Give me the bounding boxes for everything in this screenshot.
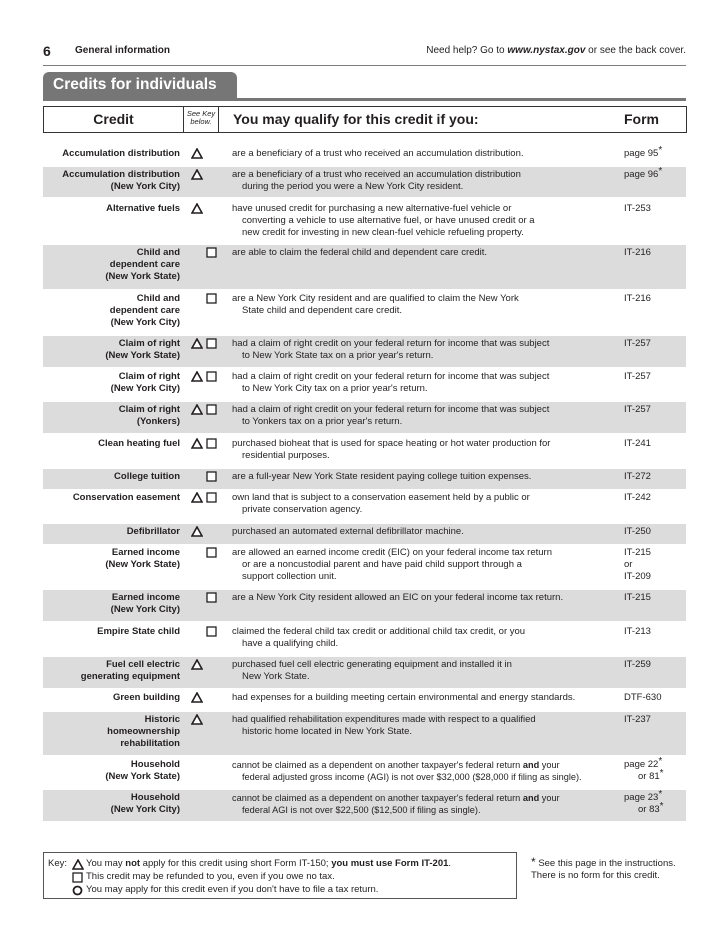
credit-keys — [191, 592, 223, 604]
column-credit: Credit — [93, 111, 134, 127]
credit-name: Alternative fuels — [106, 203, 180, 214]
credit-keys — [191, 759, 223, 771]
credit-keys — [191, 547, 223, 559]
credit-keys — [191, 659, 223, 671]
credit-name: Child and dependent care (New York City) — [109, 293, 180, 328]
circle-icon — [72, 885, 83, 896]
square-icon — [72, 872, 83, 883]
credit-keys — [191, 338, 223, 350]
table-row — [43, 436, 686, 467]
qualify-text: cannot be claimed as a dependent on another taxpayer's federal return and your federal adjusted gross income (AGI) is not over $32,000 ($28,000 if filing as single). — [232, 760, 582, 782]
help-text: Need help? Go to www.nystax.gov or see the back cover. — [426, 45, 686, 56]
credit-name: Empire State child — [97, 626, 180, 637]
page-number: 6 — [43, 43, 51, 59]
triangle-icon — [191, 148, 203, 159]
credit-name: Household (New York City) — [110, 792, 180, 815]
form-ref: IT-253 — [624, 203, 651, 214]
credit-name: Earned income (New York State) — [105, 547, 180, 570]
square-icon — [206, 438, 217, 449]
qualify-text: claimed the federal child tax credit or additional child tax credit, or you have a qualifying child. — [232, 626, 526, 649]
qualify-text: are allowed an earned income credit (EIC) on your federal income tax return or are a noncustodial parent and have paid child support through a support collection unit. — [232, 547, 552, 582]
qualify-text: had expenses for a building meeting certain environmental and energy standards. — [232, 692, 576, 703]
triangle-icon — [191, 404, 203, 415]
table-row — [43, 757, 686, 788]
form-ref: IT-259 — [624, 659, 651, 670]
table-row — [43, 712, 686, 755]
key-triangle-text: You may not apply for this credit using short Form IT-150; you must use Form IT-201. — [86, 858, 452, 869]
column-qualify: You may qualify for this credit if you: — [233, 111, 479, 127]
footnote-star: * — [531, 855, 536, 869]
key-square-text: This credit may be refunded to you, even if you owe no tax. — [86, 871, 335, 882]
credit-name: Accumulation distribution — [62, 148, 180, 159]
credit-name: Historic homeownership rehabilitation — [107, 714, 180, 749]
triangle-icon — [191, 203, 203, 214]
page-header — [43, 43, 686, 59]
form-ref: page 96* — [624, 166, 663, 180]
credit-keys — [191, 203, 223, 215]
table-row — [43, 490, 686, 522]
banner-rule — [43, 98, 686, 101]
square-icon — [206, 492, 217, 503]
qualify-text: purchased an automated external defibrillator machine. — [232, 526, 464, 537]
qualify-text: had a claim of right credit on your federal return for income that was subject to Yonkers tax on a prior year's return. — [232, 404, 550, 427]
table-row — [43, 624, 686, 655]
form-ref: IT-257 — [624, 404, 651, 415]
form-ref: page 95* — [624, 145, 663, 159]
credit-name: Fuel cell electric generating equipment — [80, 659, 180, 682]
triangle-icon — [191, 526, 203, 537]
qualify-text: had a claim of right credit on your federal return for income that was subject to New York State tax on a prior year's return. — [232, 338, 550, 361]
qualify-text: had qualified rehabilitation expenditures made with respect to a qualified historic home located in New York State. — [232, 714, 536, 737]
credit-keys — [191, 404, 223, 416]
form-ref: IT-241 — [624, 438, 651, 449]
credit-keys — [191, 526, 223, 538]
credit-name: Earned income (New York City) — [110, 592, 180, 615]
square-icon — [206, 293, 217, 304]
form-ref: IT-213 — [624, 626, 651, 637]
square-icon — [206, 247, 217, 258]
credit-keys — [191, 692, 223, 704]
qualify-text: purchased fuel cell electric generating equipment and installed it in New York State. — [232, 659, 512, 682]
credit-keys — [191, 169, 223, 181]
form-ref: IT-216 — [624, 247, 651, 258]
credit-name: Household (New York State) — [105, 759, 180, 782]
table-row — [43, 524, 686, 544]
triangle-icon — [72, 859, 84, 870]
triangle-icon — [191, 338, 203, 349]
credit-name: Claim of right (Yonkers) — [118, 404, 180, 427]
table-row — [43, 790, 686, 821]
qualify-text: are a New York City resident allowed an EIC on your federal income tax return. — [232, 592, 564, 603]
form-ref: IT-237 — [624, 714, 651, 725]
form-ref: IT-242 — [624, 492, 651, 503]
form-ref: IT-215 — [624, 592, 651, 603]
triangle-icon — [191, 714, 203, 725]
qualify-text: are a beneficiary of a trust who received an accumulation distribution. — [232, 148, 524, 159]
qualify-text: had a claim of right credit on your federal return for income that was subject to New York City tax on a prior year's return. — [232, 371, 550, 394]
credit-keys — [191, 148, 223, 160]
section-title: General information — [75, 45, 171, 56]
key-circle-text: You may apply for this credit even if you don't have to file a tax return. — [86, 884, 379, 895]
section-banner: Credits for individuals — [43, 72, 237, 98]
qualify-text: cannot be claimed as a dependent on another taxpayer's federal return and your federal AGI is not over $22,500 ($12,500 if filing as single). — [232, 793, 560, 815]
qualify-text: are a full-year New York State resident paying college tuition expenses. — [232, 471, 532, 482]
triangle-icon — [191, 371, 203, 382]
credit-keys — [191, 438, 223, 450]
form-ref: IT-216 — [624, 293, 651, 304]
triangle-icon — [191, 438, 203, 449]
help-url-link[interactable]: www.nystax.gov — [507, 45, 586, 56]
credit-keys — [191, 714, 223, 726]
triangle-icon — [191, 659, 203, 670]
form-ref: page 23* or 83* — [624, 789, 664, 815]
form-ref: IT-250 — [624, 526, 651, 537]
table-row — [43, 690, 686, 710]
qualify-text: have unused credit for purchasing a new alternative-fuel vehicle or converting a vehicle to use alternative fuel, or have unused credit or a new credit for investing in new clean-fuel vehicle refueling property. — [232, 203, 535, 238]
table-row — [43, 590, 686, 621]
credit-name: Defibrillator — [126, 526, 180, 537]
credit-keys — [191, 293, 223, 305]
table-row — [43, 291, 686, 334]
qualify-text: purchased bioheat that is used for space heating or hot water production for residential purposes. — [232, 438, 551, 461]
footnote — [531, 856, 681, 882]
credit-name: Accumulation distribution (New York City) — [62, 169, 180, 192]
square-icon — [206, 547, 217, 558]
credit-name: Conservation easement — [72, 492, 180, 503]
square-icon — [206, 338, 217, 349]
table-row — [43, 402, 686, 433]
square-icon — [206, 371, 217, 382]
credit-name: Claim of right (New York City) — [110, 371, 180, 394]
credit-name: College tuition — [114, 471, 180, 482]
form-ref: IT-215 or IT-209 — [624, 547, 651, 582]
form-ref: DTF-630 — [624, 692, 662, 703]
table-row — [43, 469, 686, 489]
key-legend — [43, 852, 517, 899]
key-title: Key: — [48, 858, 68, 869]
footnote-text: See this page in the instructions. There is no form for this credit. — [531, 858, 676, 881]
credit-keys — [191, 371, 223, 383]
table-row — [43, 545, 686, 588]
credit-keys — [191, 792, 223, 804]
qualify-text: are a beneficiary of a trust who received an accumulation distribution during the period you were a New York City resident. — [232, 169, 521, 192]
table-row — [43, 657, 686, 688]
table-row — [43, 369, 686, 400]
table-row — [43, 146, 686, 166]
table-row — [43, 167, 686, 197]
table-row — [43, 245, 686, 289]
credit-name: Claim of right (New York State) — [105, 338, 180, 361]
credit-name: Clean heating fuel — [98, 438, 180, 449]
square-icon — [206, 404, 217, 415]
credit-keys — [191, 492, 223, 504]
credit-name: Green building — [112, 692, 180, 703]
table-row — [43, 201, 686, 241]
credit-keys — [191, 626, 223, 638]
qualify-text: are able to claim the federal child and dependent care credit. — [232, 247, 488, 258]
form-ref: IT-257 — [624, 371, 651, 382]
column-form: Form — [624, 111, 659, 127]
form-ref: IT-272 — [624, 471, 651, 482]
form-ref: IT-257 — [624, 338, 651, 349]
header-rule — [43, 65, 686, 66]
square-icon — [206, 592, 217, 603]
column-key: See Key below. — [183, 107, 219, 132]
triangle-icon — [191, 492, 203, 503]
column-header — [43, 106, 687, 133]
qualify-text: own land that is subject to a conservation easement held by a public or private conservation agency. — [232, 492, 530, 515]
qualify-text: are a New York City resident and are qualified to claim the New York State child and dependent care credit. — [232, 293, 519, 316]
credit-keys — [191, 471, 223, 483]
square-icon — [206, 471, 217, 482]
table-row — [43, 336, 686, 367]
credit-name: Child and dependent care (New York State) — [105, 247, 180, 282]
credit-keys — [191, 247, 223, 259]
triangle-icon — [191, 169, 203, 180]
square-icon — [206, 626, 217, 637]
form-ref: page 22* or 81* — [624, 756, 664, 782]
triangle-icon — [191, 692, 203, 703]
